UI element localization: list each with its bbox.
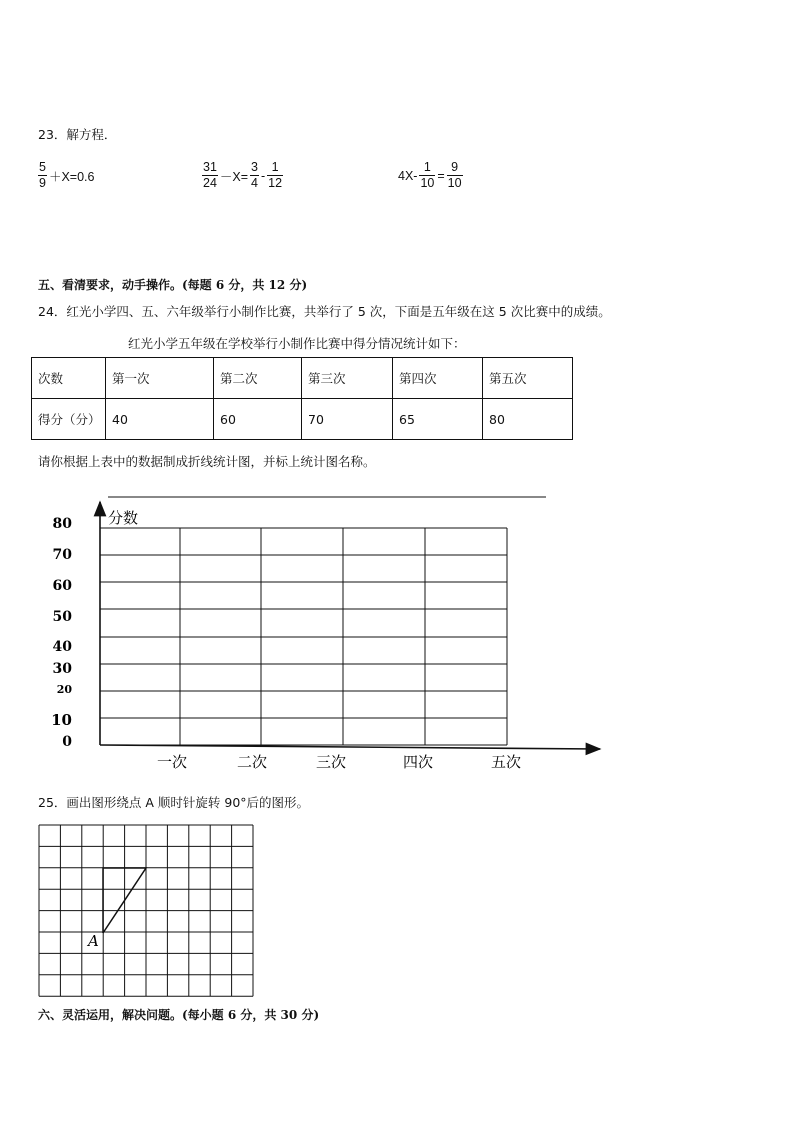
table-cell: 70: [302, 399, 393, 440]
chart-grid: [100, 528, 507, 745]
y-tick-label: 70: [52, 547, 72, 563]
table-caption: 红光小学五年级在学校举行小制作比赛中得分情况统计如下：: [128, 336, 466, 351]
x-tick-label: 三次: [315, 753, 347, 771]
q24-text: 24．红光小学四、五、六年级举行小制作比赛，共举行了 5 次，下面是五年级在这 5 次比赛中的成绩。: [38, 304, 611, 319]
q25-text: 25．画出图形绕点 A 顺时针旋转 90°后的图形。: [38, 795, 310, 810]
y-tick-label: 40: [52, 639, 72, 655]
y-tick-label: 0: [62, 734, 72, 750]
rotation-grid-figure: [36, 820, 258, 1000]
y-tick-label: 10: [51, 711, 72, 729]
table-cell: 第三次: [302, 358, 393, 399]
q24-instruction: 请你根据上表中的数据制成折线统计图，并标上统计图名称。: [38, 454, 376, 469]
y-tick-label: 30: [52, 661, 72, 677]
table-cell: 第五次: [483, 358, 573, 399]
section-6-title: 六、灵活运用，解决问题。(每小题 6 分，共 30 分): [38, 1008, 320, 1022]
fraction: $\frac{31}{24}$: [203, 160, 217, 190]
point-a-label: A: [88, 932, 99, 950]
table-row: [32, 399, 573, 440]
x-tick-label: 五次: [490, 753, 522, 771]
square-grid: [39, 825, 253, 996]
table-cell: 60: [214, 399, 302, 440]
score-table: [31, 357, 573, 440]
fraction: $\frac{1}{12}$: [268, 160, 283, 190]
table-cell: 第四次: [393, 358, 483, 399]
equation-3: 4X- $\frac{1}{10}$ = $\frac{9}{10}$: [398, 160, 462, 190]
y-tick-label: 80: [52, 516, 72, 532]
table-cell: 80: [483, 399, 573, 440]
table-cell: 得分（分）: [32, 399, 106, 440]
section-5-title: 五、看清要求，动手操作。(每题 6 分，共 12 分): [38, 278, 308, 292]
x-axis: [100, 745, 600, 749]
line-chart: [0, 480, 794, 780]
x-tick-label: 二次: [236, 753, 268, 771]
x-tick-label: 一次: [156, 753, 188, 771]
table-cell: 第一次: [106, 358, 214, 399]
table-row: [32, 358, 573, 399]
y-tick-label: 50: [52, 609, 72, 625]
q23-title: 23．解方程．: [38, 127, 117, 142]
table-cell: 第二次: [214, 358, 302, 399]
table-cell: 次数: [32, 358, 106, 399]
table-cell: 65: [393, 399, 483, 440]
equation-2: $\frac{31}{24}$ －X= $\frac{3}{4}$ - $\frac{1}{12}$: [203, 160, 283, 190]
y-tick-label: 20: [56, 683, 72, 696]
x-tick-label: 四次: [402, 753, 434, 771]
fraction: $\frac{3}{4}$: [251, 160, 258, 190]
fraction: $\frac{1}{10}$: [420, 160, 435, 190]
fraction: $\frac{9}{10}$: [447, 160, 462, 190]
y-tick-label: 60: [52, 578, 72, 594]
equation-1: $\frac{5}{9}$ ＋X=0.6: [39, 160, 95, 190]
fraction: $\frac{5}{9}$: [39, 160, 46, 190]
y-axis-label: 分数: [108, 509, 139, 527]
table-cell: 40: [106, 399, 214, 440]
